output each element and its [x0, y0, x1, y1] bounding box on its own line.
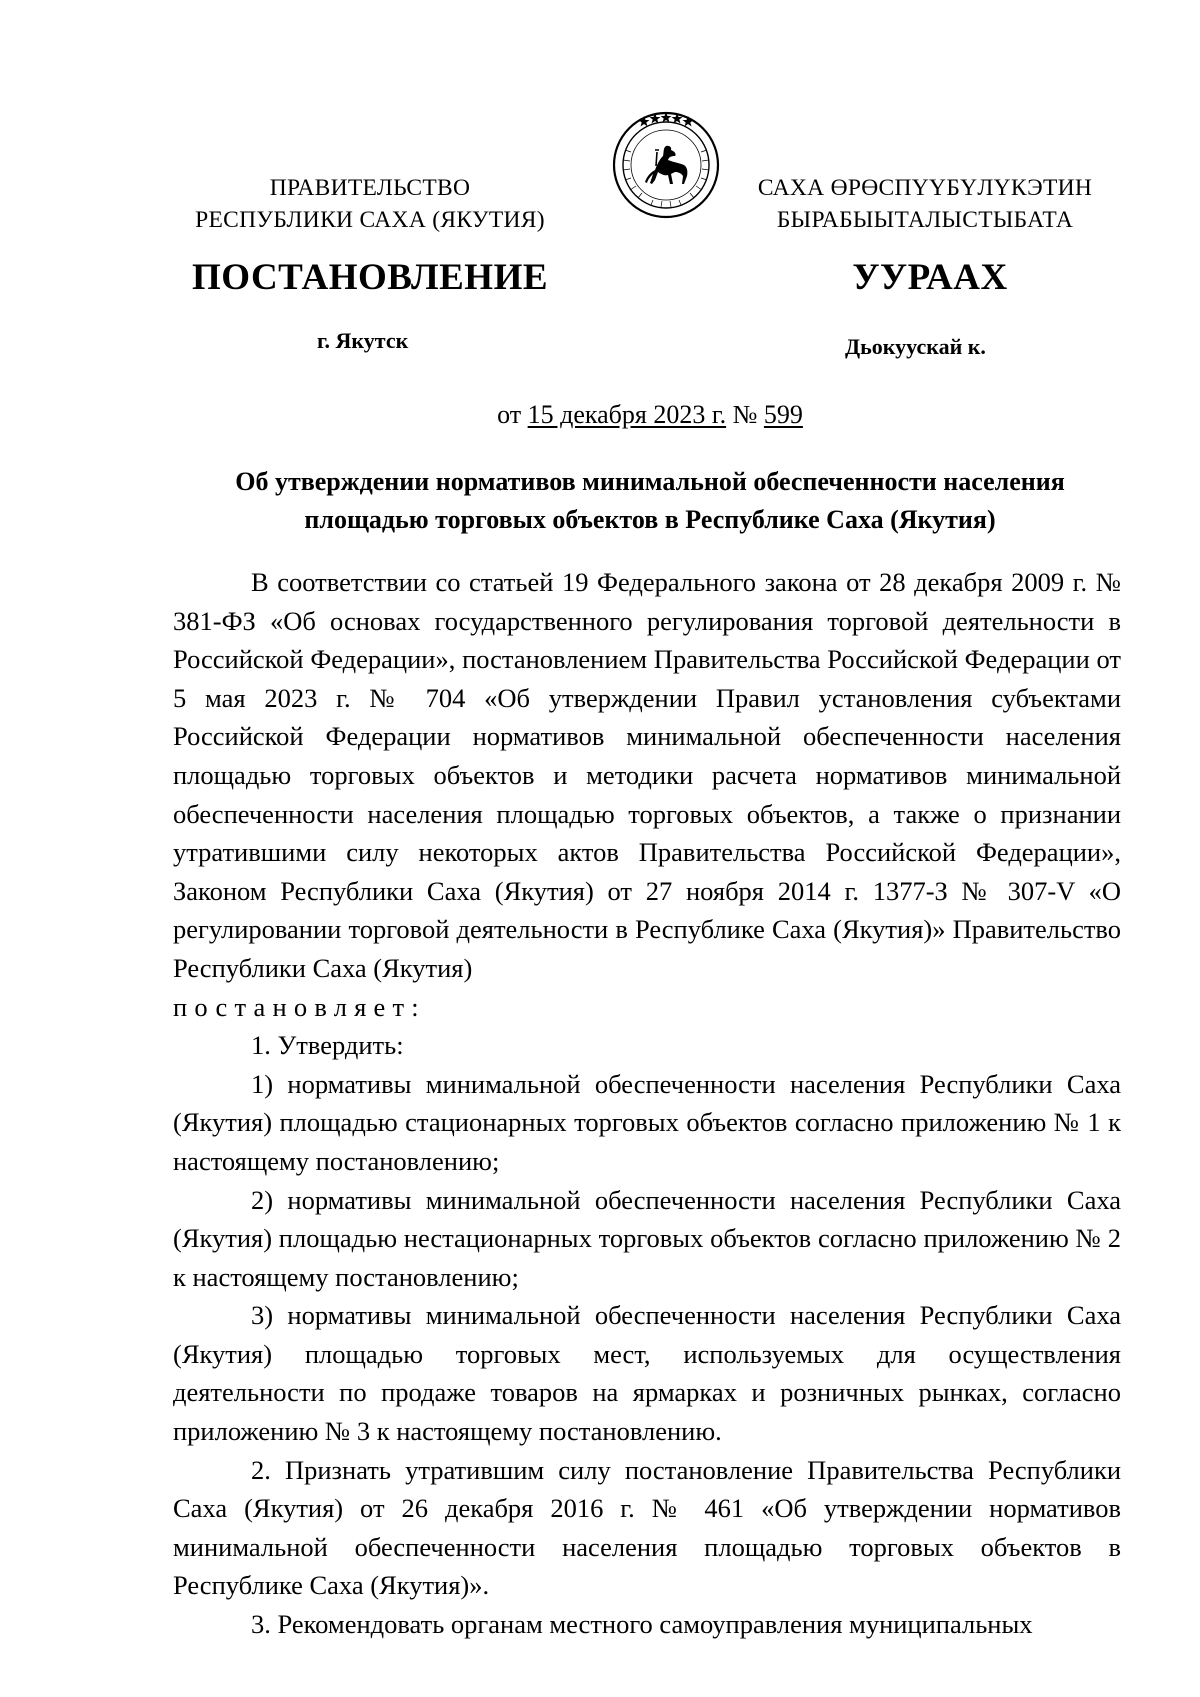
number-sign: № — [732, 400, 758, 429]
item-1: 1. Утвердить: — [251, 1030, 404, 1061]
document-number: 599 — [763, 400, 803, 429]
item-2: 2. Признать утратившим силу постановление Правительства Республики Саха (Якутия) от 26 декабря 2016 г. № 461 «Об утверждении нормативов минимальной обеспеченности населения площадью торговых объектов в Республике Саха (Якутия)». — [173, 1454, 1121, 1601]
city-sakha: Дьокуускай к. — [845, 334, 986, 359]
document-title-line1: Об утверждении нормативов минимальной обеспеченности населения — [235, 467, 1065, 496]
government-name-sakha-line2: БЫРАБЫЫТАЛЫСТЫБАТА — [776, 207, 1074, 233]
doc-type-ru: ПОСТАНОВЛЕНИЕ — [191, 257, 549, 298]
city-ru: г. Якутск — [317, 328, 409, 353]
document-title — [175, 463, 1125, 539]
item-1-3: 3) нормативы минимальной обеспеченности населения Республики Саха (Якутия) площадью торговых мест, используемых для осуществления деятельности по продаже товаров на ярмарках и розничных рынках, согласно приложению № 3 к настоящему постановлению. — [173, 1300, 1121, 1447]
item-3: 3. Рекомендовать органам местного самоуправления муниципальных — [251, 1609, 1033, 1640]
document-title-line2: площадью торговых объектов в Республике Саха (Якутия) — [304, 505, 996, 534]
government-name-ru-line1: ПРАВИТЕЛЬСТВО — [269, 175, 471, 201]
government-name-sakha-line1: САХА ӨРӨСПҮҮБҮЛҮКЭТИН — [757, 175, 1093, 201]
coat-of-arms-emblem-icon — [611, 110, 721, 220]
date-prefix: от — [497, 400, 522, 429]
document-date: 15 декабря 2023 г. — [527, 400, 727, 429]
resolves-word: постановляет: — [173, 991, 426, 1022]
government-name-ru-line2: РЕСПУБЛИКИ САХА (ЯКУТИЯ) — [195, 207, 545, 233]
document-body — [173, 563, 1121, 1644]
item-1-2: 2) нормативы минимальной обеспеченности населения Республики Саха (Якутия) площадью нестационарных торговых объектов согласно приложению № 2 к настоящему постановлению; — [173, 1184, 1121, 1292]
government-name-ru — [170, 172, 570, 236]
doc-type-sakha: УУРААХ — [852, 257, 1008, 298]
item-1-1: 1) нормативы минимальной обеспеченности населения Республики Саха (Якутия) площадью стационарных торговых объектов согласно приложению № 1 к настоящему постановлению; — [173, 1068, 1121, 1176]
preamble-paragraph: В соответствии со статьей 19 Федерального закона от 28 декабря 2009 г. № 381-ФЗ «Об основах государственного регулирования торговой деятельности в Российской Федерации», постановлением Правительства Российской Федерации от 5 мая 2023 г. № 704 «Об утверждении Правил установления субъектами Российской Федерации нормативов минимальной обеспеченности населения площадью торговых объектов и методики расчета нормативов минимальной обеспеченности населения площадью торговых объектов, а также о признании утратившими силу некоторых актов Правительства Российской Федерации», Законом Республики Саха (Якутия) от 27 ноября 2014 г. 1377-З № 307-V «О регулировании торговой деятельности в Республике Саха (Якутия)» Правительство Республики Саха (Якутия) — [173, 567, 1121, 983]
government-name-sakha — [740, 172, 1110, 236]
date-number-line — [170, 398, 1130, 432]
